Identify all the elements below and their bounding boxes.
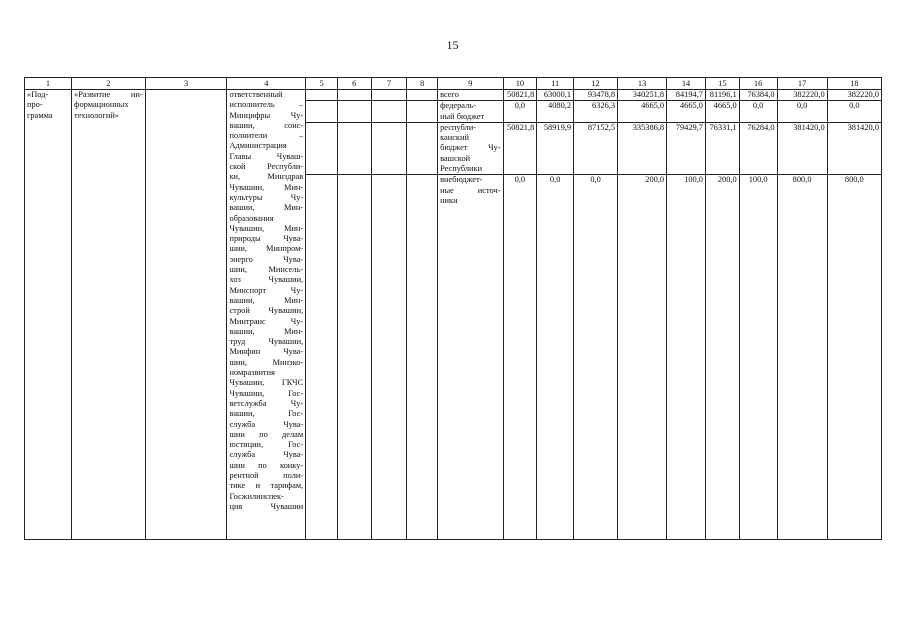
value-cell: 100,0 <box>667 175 706 540</box>
header-cell: 14 <box>667 78 706 90</box>
executor-line: шии по делам <box>229 429 304 439</box>
value-cell: 0,0 <box>503 101 537 123</box>
executor-line: Минтранс Чу- <box>229 316 304 326</box>
header-cell: 5 <box>306 78 338 90</box>
executor-line: строй Чувашии, <box>229 306 304 316</box>
empty-cell <box>337 122 371 174</box>
value-cell: 76284,0 <box>739 122 777 174</box>
funding-source-cell: республи- канский бюджет Чу- вашской Республики <box>438 122 503 174</box>
value-cell: 81196,1 <box>705 90 739 101</box>
executor-line: шии по конку- <box>229 460 304 470</box>
header-cell: 18 <box>827 78 881 90</box>
page-number: 15 <box>446 38 459 52</box>
value-cell: 79429,7 <box>667 122 706 174</box>
value-cell: 335386,8 <box>618 122 667 174</box>
value-cell: 6326,3 <box>574 101 618 123</box>
value-cell: 87152,5 <box>574 122 618 174</box>
empty-cell <box>337 90 371 101</box>
executor-line: Госжилинспек- <box>229 491 284 501</box>
empty-cell <box>371 101 407 123</box>
value-cell: 381420,0 <box>827 122 881 174</box>
executor-line: вашии, Мин- <box>229 203 304 213</box>
empty-cell <box>407 175 438 540</box>
empty-cell <box>407 101 438 123</box>
executor-line: номразвития <box>229 368 275 378</box>
executor-line: шии, Минсель- <box>229 265 304 275</box>
header-cell: 10 <box>503 78 537 90</box>
value-cell: 4665,0 <box>618 101 667 123</box>
executor-line: юстиции, Гос- <box>229 440 304 450</box>
executor-line: образования <box>229 213 274 223</box>
empty-cell <box>371 122 407 174</box>
value-cell: 382220,0 <box>777 90 827 101</box>
executor-line: Минфин Чува- <box>229 347 304 357</box>
value-cell: 76384,0 <box>739 90 777 101</box>
executor-line: служба Чува- <box>229 419 304 429</box>
empty-cell <box>371 90 407 101</box>
funding-source-cell: федераль- ный бюджет <box>438 101 503 123</box>
empty-cell <box>371 175 407 540</box>
executor-line: ция Чувашии <box>229 501 304 511</box>
header-row <box>25 78 882 90</box>
executor-line: Главы Чуваш- <box>229 151 304 161</box>
value-cell: 381420,0 <box>777 122 827 174</box>
value-cell: 4080,2 <box>537 101 574 123</box>
executor-line: вашии, соис- <box>229 120 304 130</box>
executor-line: рентной поли- <box>229 470 304 480</box>
executor-line: Чувашии, Мин- <box>229 182 304 192</box>
executor-line: служба Чува- <box>229 450 304 460</box>
executor-line: Чувашии, Гос- <box>229 388 304 398</box>
executor-line: культуры Чу- <box>229 192 304 202</box>
header-cell: 11 <box>537 78 574 90</box>
value-cell: 50821,8 <box>503 122 537 174</box>
budget-table <box>24 77 882 540</box>
empty-cell <box>306 175 338 540</box>
table-row <box>25 90 882 101</box>
empty-cell <box>306 90 338 101</box>
executor-line: вашии, Мин- <box>229 295 304 305</box>
value-cell: 100,0 <box>739 175 777 540</box>
value-cell: 382220,0 <box>827 90 881 101</box>
executor-line: энерго Чува- <box>229 254 304 264</box>
executor-line: Минспорт Чу- <box>229 285 304 295</box>
executor-line: хоз Чувашии, <box>229 275 304 285</box>
executor-line: шии, Минпром- <box>229 244 304 254</box>
empty-cell <box>306 101 338 123</box>
executor-line: вашии, Гос- <box>229 409 304 419</box>
executor-line: исполнитель – <box>229 100 304 110</box>
value-cell: 4665,0 <box>667 101 706 123</box>
empty-cell <box>145 90 227 540</box>
value-cell: 200,0 <box>705 175 739 540</box>
executor-line: тике и тарифам, <box>229 481 304 491</box>
header-cell: 15 <box>705 78 739 90</box>
header-cell: 8 <box>407 78 438 90</box>
empty-cell <box>407 122 438 174</box>
header-cell: 3 <box>145 78 227 90</box>
value-cell: 340251,8 <box>618 90 667 101</box>
header-cell: 6 <box>337 78 371 90</box>
value-cell: 0,0 <box>739 101 777 123</box>
value-cell: 58919,9 <box>537 122 574 174</box>
empty-cell <box>306 122 338 174</box>
executor-line: вашии, Мин- <box>229 326 304 336</box>
executor-line: Чувашии, ГКЧС <box>229 378 304 388</box>
empty-cell <box>407 90 438 101</box>
executor-line: ответственный <box>229 90 283 99</box>
value-cell: 0,0 <box>777 101 827 123</box>
value-cell: 84194,7 <box>667 90 706 101</box>
empty-cell <box>337 175 371 540</box>
executor-line: ветслужба Чу- <box>229 398 304 408</box>
header-cell: 1 <box>25 78 72 90</box>
executor-line: ки, Минздрав <box>229 172 304 182</box>
value-cell: 0,0 <box>574 175 618 540</box>
value-cell: 0,0 <box>503 175 537 540</box>
executor-line: шии, Минэко- <box>229 357 304 367</box>
value-cell: 200,0 <box>618 175 667 540</box>
value-cell: 76331,1 <box>705 122 739 174</box>
header-cell: 12 <box>574 78 618 90</box>
executor-line: Администрация <box>229 141 287 151</box>
executors-cell <box>227 90 306 540</box>
subprogram-name-cell: «Развитие ин- формационных технологий» <box>72 90 146 540</box>
executor-line: полнители – <box>229 131 304 141</box>
subprogram-type-cell: «Под- про- грамма <box>25 90 72 540</box>
header-cell: 16 <box>739 78 777 90</box>
header-cell: 17 <box>777 78 827 90</box>
executor-line: труд Чувашии, <box>229 337 304 347</box>
funding-source-cell: внебюджет- ные источ- ники <box>438 175 503 540</box>
executor-line: природы Чува- <box>229 234 304 244</box>
value-cell: 0,0 <box>827 101 881 123</box>
header-cell: 13 <box>618 78 667 90</box>
header-cell: 9 <box>438 78 503 90</box>
value-cell: 63000,1 <box>537 90 574 101</box>
header-cell: 4 <box>227 78 306 90</box>
executor-line: ской Республи- <box>229 162 304 172</box>
value-cell: 50821,8 <box>503 90 537 101</box>
value-cell: 800,0 <box>777 175 827 540</box>
funding-source-cell: всего <box>438 90 503 101</box>
header-cell: 2 <box>72 78 146 90</box>
value-cell: 93478,8 <box>574 90 618 101</box>
empty-cell <box>337 101 371 123</box>
executor-line: Минцифры Чу- <box>229 110 304 120</box>
value-cell: 4665,0 <box>705 101 739 123</box>
header-cell: 7 <box>371 78 407 90</box>
executor-line: Чувашии, Мин- <box>229 223 304 233</box>
value-cell: 800,0 <box>827 175 881 540</box>
value-cell: 0,0 <box>537 175 574 540</box>
